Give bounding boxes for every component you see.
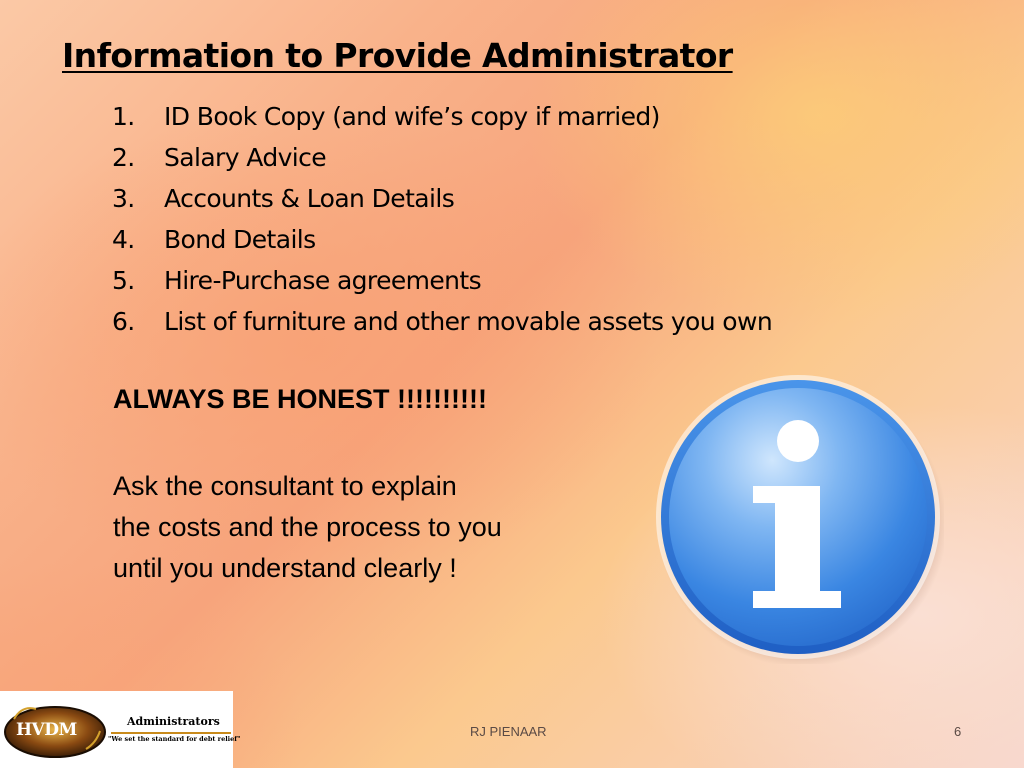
company-logo: [0, 691, 241, 768]
list-item-number: 4.: [112, 225, 135, 254]
advice-line: Ask the consultant to explain: [113, 471, 457, 501]
list-item: [112, 219, 772, 260]
slide-number: 6: [954, 724, 962, 739]
advice-line: until you understand clearly !: [113, 553, 457, 583]
list-item-text: Bond Details: [164, 225, 316, 254]
logo-company-name: Administrators: [127, 715, 220, 728]
consultant-advice: [113, 466, 502, 589]
list-item-text: Salary Advice: [164, 143, 327, 172]
logo-mark-text: HVDM: [16, 720, 77, 740]
advice-line: the costs and the process to you: [113, 512, 502, 542]
list-item-number: 6.: [112, 307, 135, 336]
list-item-number: 5.: [112, 266, 135, 295]
logo-tagline: "We set the standard for debt relief": [108, 735, 241, 743]
list-item-text: ID Book Copy (and wife’s copy if married): [164, 102, 660, 131]
list-item: [112, 260, 772, 301]
list-item-text: Hire-Purchase agreements: [164, 266, 482, 295]
list-item: [112, 96, 772, 137]
list-item-number: 1.: [112, 102, 135, 131]
footer-author: RJ PIENAAR: [470, 724, 547, 739]
honesty-emphasis: ALWAYS BE HONEST !!!!!!!!!!: [113, 384, 487, 414]
list-item-number: 3.: [112, 184, 135, 213]
list-item: [112, 178, 772, 219]
list-item-text: Accounts & Loan Details: [164, 184, 455, 213]
list-item-text: List of furniture and other movable assets you own: [164, 307, 773, 336]
list-item: [112, 301, 772, 342]
list-item-number: 2.: [112, 143, 135, 172]
list-item: [112, 137, 772, 178]
slide-title: Information to Provide Administrator: [62, 36, 733, 75]
info-icon: [652, 372, 944, 664]
requirements-list: [112, 96, 772, 342]
logo-divider: [111, 732, 231, 734]
